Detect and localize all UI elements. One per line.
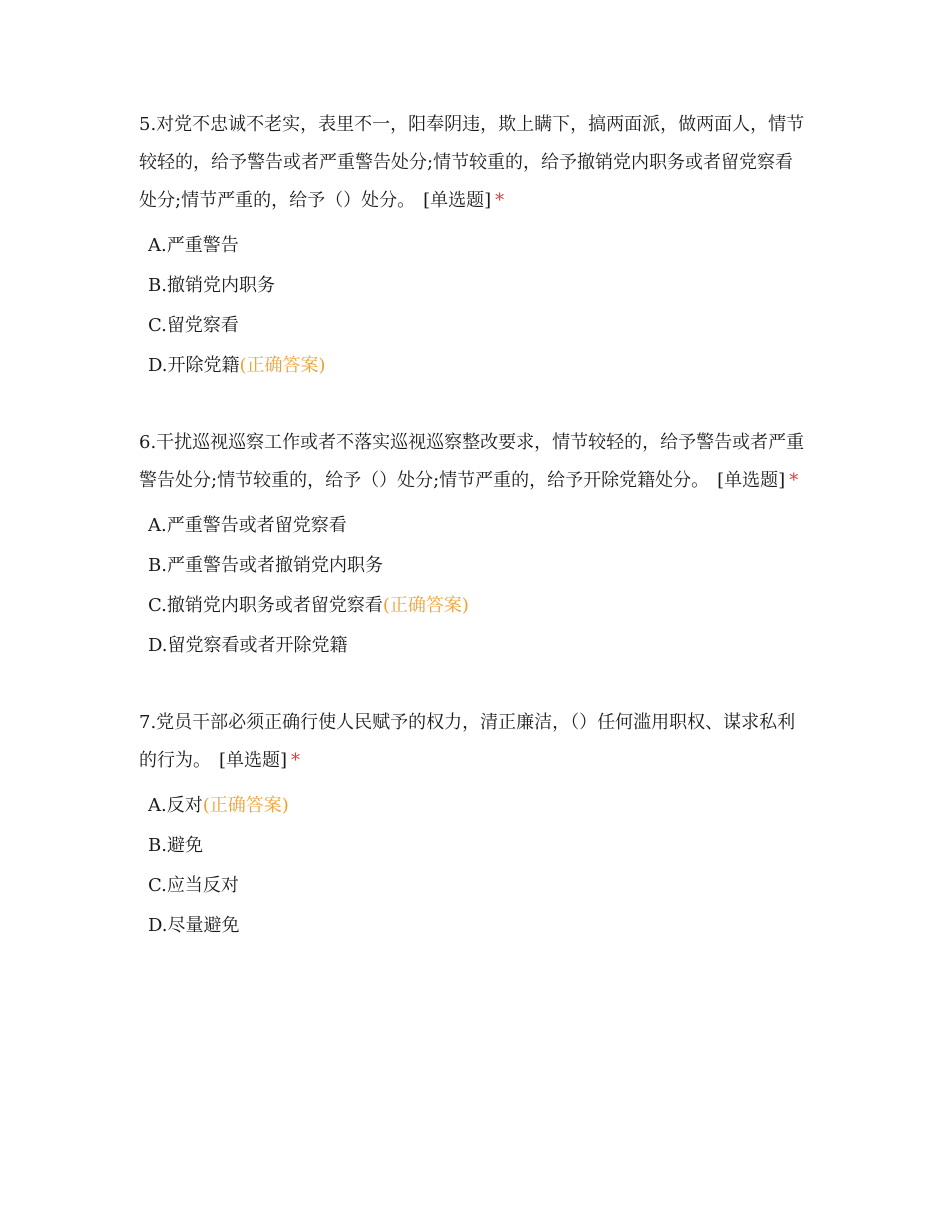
option-a[interactable] xyxy=(148,786,811,826)
option-b[interactable] xyxy=(148,266,811,306)
question-stem: 7.党员干部必须正确行使人民赋予的权力，清正廉洁，（）任何滥用职权、谋求私利的行为。 xyxy=(139,712,796,771)
option-d[interactable] xyxy=(148,346,811,386)
option-c[interactable] xyxy=(148,586,811,626)
question-6 xyxy=(139,424,811,666)
correct-answer-tag: (正确答案) xyxy=(202,795,289,816)
option-b[interactable] xyxy=(148,546,811,586)
question-stem: 5.对党不忠诚不老实，表里不一，阳奉阴违，欺上瞒下，搞两面派，做两面人，情节较轻的，给予警告或者严重警告处分;情节较重的，给予撤销党内职务或者留党察看处分;情节严重的，给予（）处分。 xyxy=(139,114,805,211)
correct-answer-tag: (正确答案) xyxy=(382,595,469,616)
question-7 xyxy=(139,704,811,946)
option-c[interactable] xyxy=(148,866,811,906)
required-asterisk: * xyxy=(789,470,799,491)
option-label: D.尽量避免 xyxy=(148,915,240,936)
question-text xyxy=(139,424,811,500)
option-d[interactable] xyxy=(148,906,811,946)
option-label: D.开除党籍 xyxy=(148,355,240,376)
correct-answer-tag: (正确答案) xyxy=(239,355,326,376)
survey-page xyxy=(139,106,811,984)
option-b[interactable] xyxy=(148,826,811,866)
option-label: A.严重警告或者留党察看 xyxy=(148,515,347,536)
option-label: C.撤销党内职务或者留党察看 xyxy=(148,595,383,616)
option-label: C.应当反对 xyxy=(148,875,239,896)
option-label: B.撤销党内职务 xyxy=(148,275,275,296)
option-label: A.严重警告 xyxy=(148,235,239,256)
question-type-label: [单选题] xyxy=(717,470,786,491)
option-label: C.留党察看 xyxy=(148,315,239,336)
option-a[interactable] xyxy=(148,506,811,546)
question-text xyxy=(139,106,811,220)
question-5 xyxy=(139,106,811,386)
question-type-label: [单选题] xyxy=(423,190,492,211)
option-a[interactable] xyxy=(148,226,811,266)
option-label: D.留党察看或者开除党籍 xyxy=(148,635,348,656)
required-asterisk: * xyxy=(291,750,301,771)
option-label: A.反对 xyxy=(148,795,203,816)
option-c[interactable] xyxy=(148,306,811,346)
question-type-label: [单选题] xyxy=(219,750,288,771)
question-stem: 6.干扰巡视巡察工作或者不落实巡视巡察整改要求，情节较轻的，给予警告或者严重警告处分;情节较重的，给予（）处分;情节严重的，给予开除党籍处分。 xyxy=(139,432,805,491)
question-text xyxy=(139,704,811,780)
option-d[interactable] xyxy=(148,626,811,666)
option-label: B.避免 xyxy=(148,835,203,856)
option-label: B.严重警告或者撤销党内职务 xyxy=(148,555,383,576)
required-asterisk: * xyxy=(495,190,505,211)
